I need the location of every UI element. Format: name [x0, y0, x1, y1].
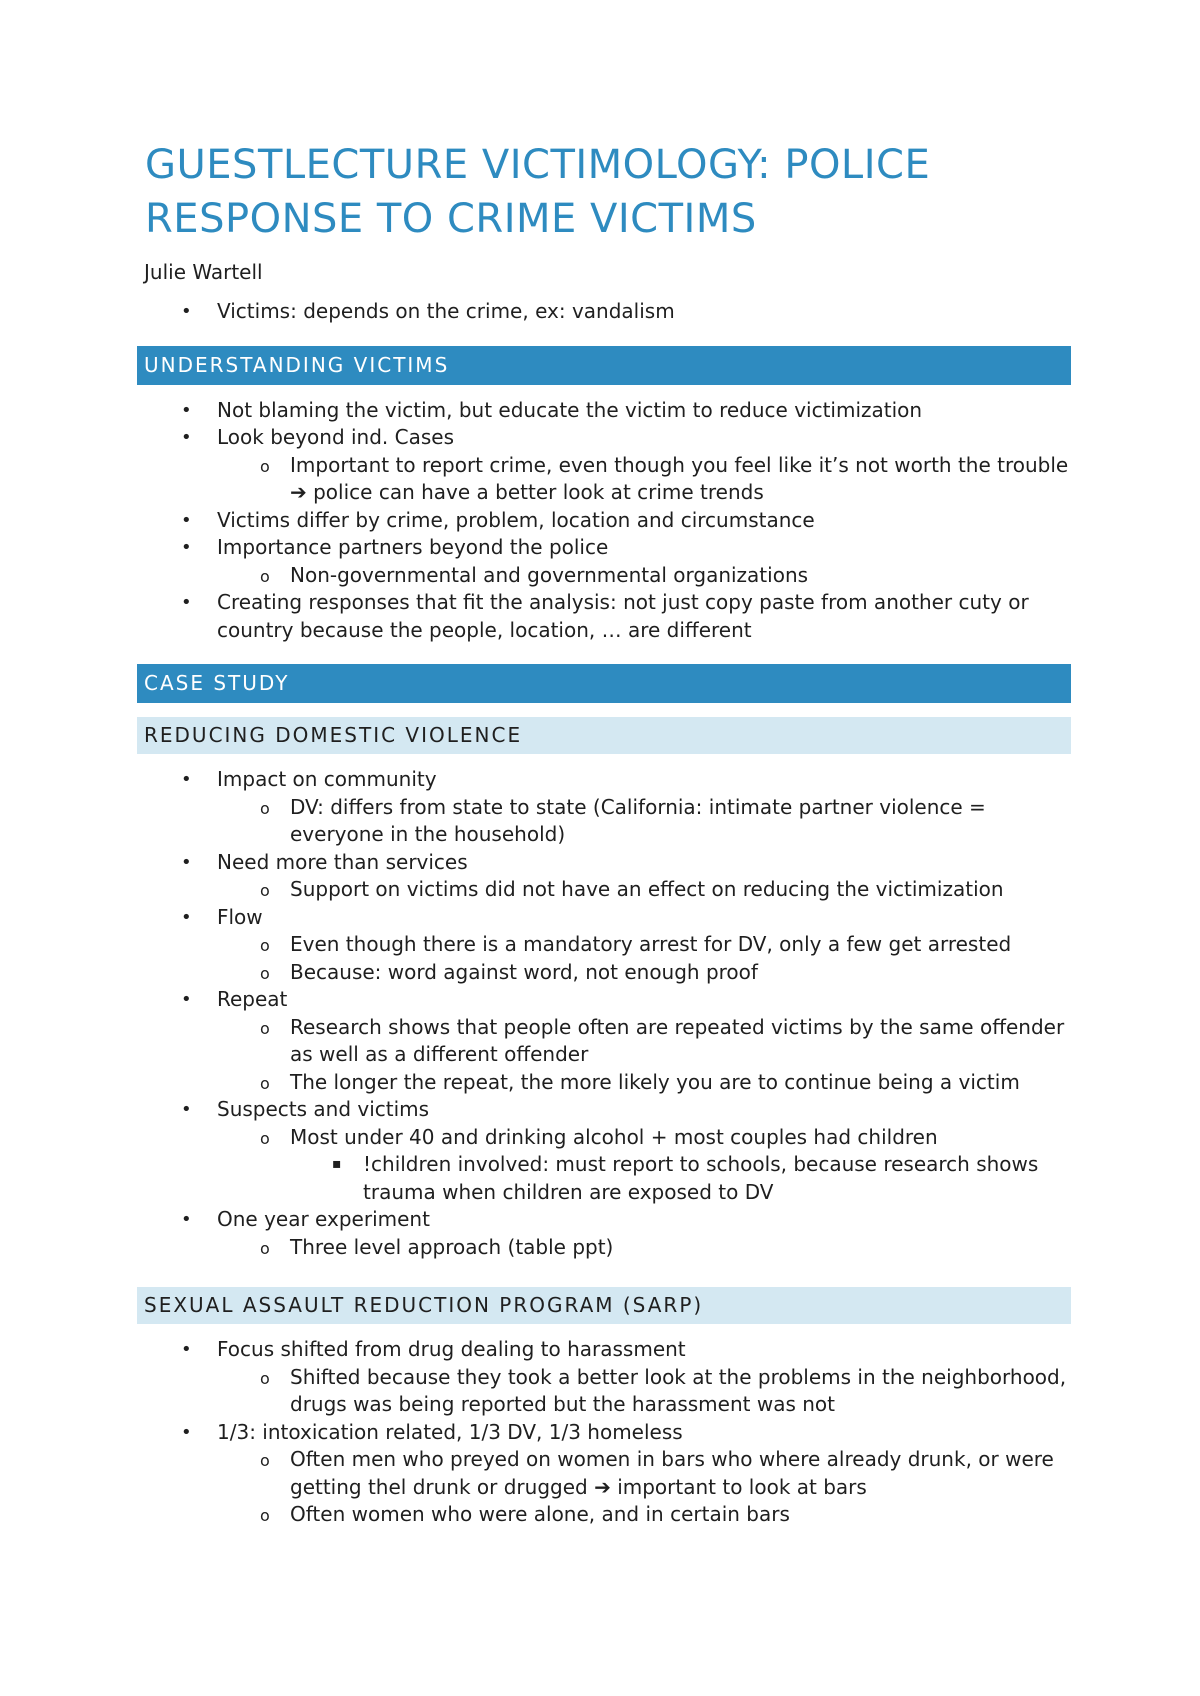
sub-list-item: o Three level approach (table ppt): [217, 1234, 1071, 1262]
section-heading-case-study: CASE STUDY: [137, 664, 1071, 703]
sub-list: [217, 794, 1071, 849]
sub-list: [217, 931, 1071, 986]
sub-list-item: o Shifted because they took a better look at the problems in the neighborhood, drugs was being reported but the harassment was not: [217, 1364, 1071, 1419]
list-item: • Focus shifted from drug dealing to harassment o Shifted because they took a better look at the problems in the neighborhood, drugs was being reported but the harassment was not: [137, 1336, 1071, 1419]
sub-list-item: o Even though there is a mandatory arrest for DV, only a few get arrested: [217, 931, 1071, 959]
sub-list-item: o The longer the repeat, the more likely you are to continue being a victim: [217, 1069, 1071, 1097]
sub-list: [217, 1014, 1071, 1097]
sub-sub-list-item: ▪ !children involved: must report to schools, because research shows trauma when children are exposed to DV: [290, 1151, 1071, 1206]
list-item: • 1/3: intoxication related, 1/3 DV, 1/3 homeless o Often men who preyed on women in bars who where already drunk, or were getting thel drunk or drugged ➔ important to look at bars o Often women who were alone, and in certain bars: [137, 1419, 1071, 1529]
domestic-violence-list: [137, 766, 1071, 1261]
sarp-list: [137, 1336, 1071, 1529]
document-content: [137, 138, 1071, 1529]
sub-list: [217, 876, 1071, 904]
author-name: Julie Wartell: [144, 260, 263, 284]
understanding-list: [137, 397, 1071, 645]
list-item: • Creating responses that fit the analysis: not just copy paste from another cuty or country because the people, location, … are different: [137, 589, 1071, 644]
section-heading-understanding-victims: UNDERSTANDING VICTIMS: [137, 346, 1071, 385]
intro-list: [137, 298, 1071, 326]
list-item: • Flow o Even though there is a mandatory arrest for DV, only a few get arrested o Because: word against word, not enough proof: [137, 904, 1071, 987]
sub-list-item: o Important to report crime, even though you feel like it’s not worth the trouble ➔ police can have a better look at crime trends: [217, 452, 1071, 507]
list-item: • Repeat o Research shows that people often are repeated victims by the same offender as well as a different offender o The longer the repeat, the more likely you are to continue being a victim: [137, 986, 1071, 1096]
sub-list: [217, 1124, 1071, 1207]
sub-sub-list: [290, 1151, 1071, 1206]
list-item: • Victims: depends on the crime, ex: vandalism: [137, 298, 1071, 326]
list-item: • One year experiment o Three level approach (table ppt): [137, 1206, 1071, 1261]
sub-list-item: o Research shows that people often are repeated victims by the same offender as well as a different offender: [217, 1014, 1071, 1069]
title-line-1: GUESTLECTURE VICTIMOLOGY: POLICE: [145, 142, 931, 188]
subsection-heading-domestic-violence: REDUCING DOMESTIC VIOLENCE: [137, 717, 1071, 754]
sub-list-item: o Support on victims did not have an effect on reducing the victimization: [217, 876, 1071, 904]
sub-list: [217, 1446, 1071, 1529]
list-item: • Need more than services o Support on victims did not have an effect on reducing the victimization: [137, 849, 1071, 904]
list-item: • Victims differ by crime, problem, location and circumstance: [137, 507, 1071, 535]
sub-list: [217, 452, 1071, 507]
list-item: • Look beyond ind. Cases o Important to report crime, even though you feel like it’s not worth the trouble ➔ police can have a better look at crime trends: [137, 424, 1071, 507]
title-line-2: RESPONSE TO CRIME VICTIMS: [145, 196, 757, 242]
sub-list-item: o Because: word against word, not enough proof: [217, 959, 1071, 987]
subsection-heading-sarp: SEXUAL ASSAULT REDUCTION PROGRAM (SARP): [137, 1287, 1071, 1324]
sub-list-item: o Often men who preyed on women in bars who where already drunk, or were getting thel drunk or drugged ➔ important to look at bars: [217, 1446, 1071, 1501]
sub-list-item: o Often women who were alone, and in certain bars: [217, 1501, 1071, 1529]
list-item: • Suspects and victims o Most under 40 and drinking alcohol + most couples had children ▪ !children involved: must report to schools, because research shows trauma when children are exposed to DV: [137, 1096, 1071, 1206]
sub-list: [217, 1234, 1071, 1262]
list-item: • Not blaming the victim, but educate the victim to reduce victimization: [137, 397, 1071, 425]
list-item: • Importance partners beyond the police o Non-governmental and governmental organizations: [137, 534, 1071, 589]
sub-list-item: o Non-governmental and governmental organizations: [217, 562, 1071, 590]
sub-list: [217, 562, 1071, 590]
sub-list-item: o Most under 40 and drinking alcohol + most couples had children ▪ !children involved: must report to schools, because research shows trauma when children are exposed to DV: [217, 1124, 1071, 1207]
sub-list: [217, 1364, 1071, 1419]
list-item: • Impact on community o DV: differs from state to state (California: intimate partner violence = everyone in the household): [137, 766, 1071, 849]
sub-list-item: o DV: differs from state to state (California: intimate partner violence = everyone in the household): [217, 794, 1071, 849]
document-title: [145, 138, 1071, 246]
